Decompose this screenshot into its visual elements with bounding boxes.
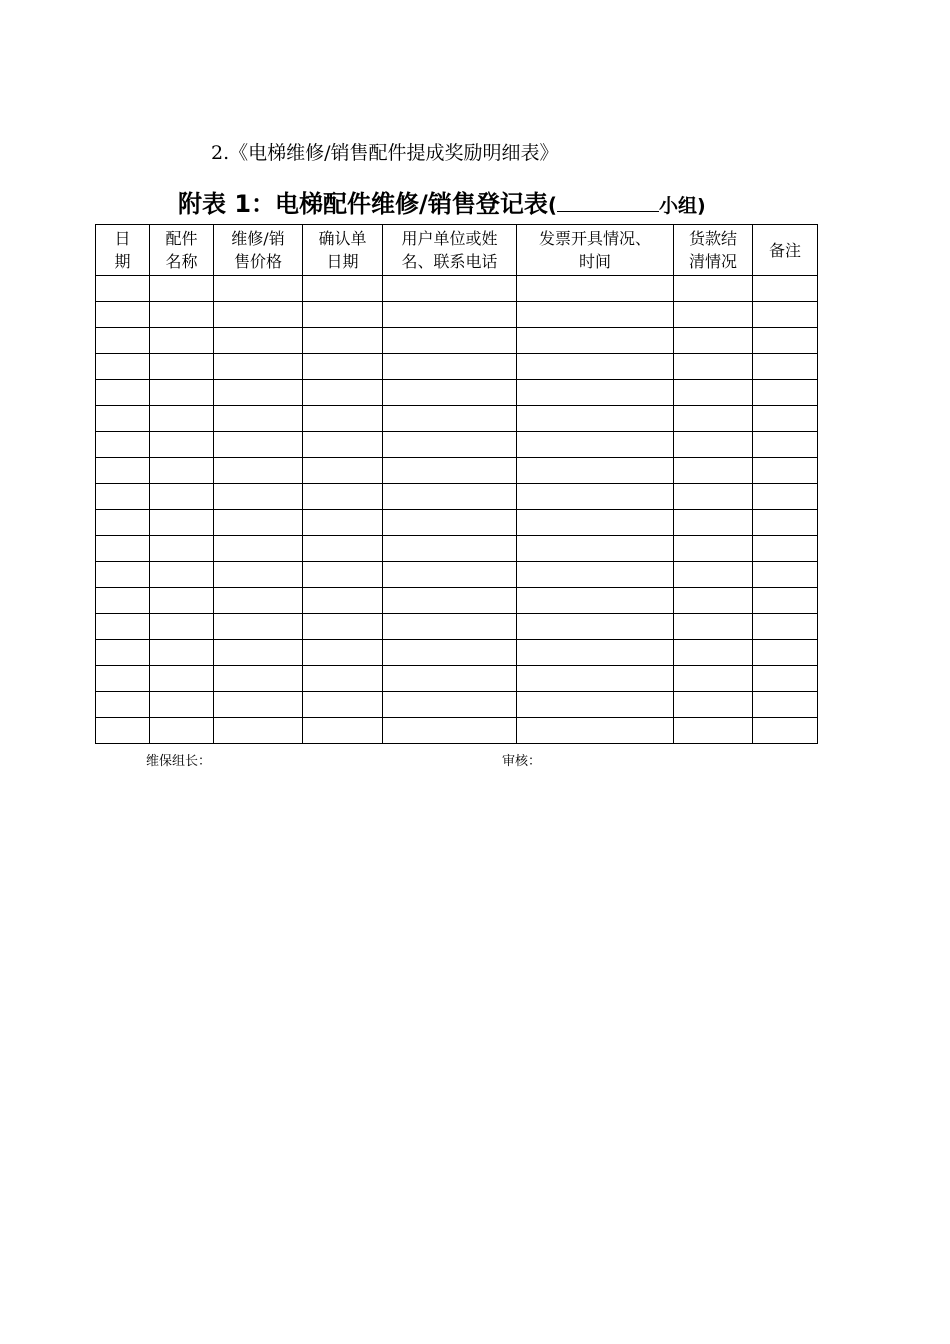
table-cell[interactable] — [96, 458, 150, 484]
table-cell[interactable] — [150, 718, 214, 744]
table-cell[interactable] — [674, 614, 753, 640]
table-cell[interactable] — [674, 588, 753, 614]
table-cell[interactable] — [96, 302, 150, 328]
table-cell[interactable] — [674, 692, 753, 718]
table-cell[interactable] — [753, 406, 818, 432]
table-cell[interactable] — [303, 354, 383, 380]
table-cell[interactable] — [674, 354, 753, 380]
table-cell[interactable] — [96, 380, 150, 406]
table-row — [96, 510, 818, 536]
table-cell[interactable] — [150, 510, 214, 536]
table-cell[interactable] — [383, 354, 517, 380]
table-cell[interactable] — [517, 302, 674, 328]
table-row — [96, 484, 818, 510]
table-cell[interactable] — [674, 510, 753, 536]
table-cell[interactable] — [303, 666, 383, 692]
table-cell[interactable] — [383, 432, 517, 458]
table-row — [96, 432, 818, 458]
table-cell[interactable] — [303, 692, 383, 718]
table-cell[interactable] — [383, 692, 517, 718]
reviewer-signature-label: 审核： — [502, 754, 542, 769]
table-header-row — [96, 225, 818, 276]
table-cell[interactable] — [383, 640, 517, 666]
table-cell[interactable] — [214, 354, 303, 380]
table-cell[interactable] — [303, 536, 383, 562]
table-cell[interactable] — [303, 510, 383, 536]
table-cell[interactable] — [214, 510, 303, 536]
table-cell[interactable] — [674, 380, 753, 406]
table-cell[interactable] — [383, 666, 517, 692]
header-payment-status: 货款结 清情况 — [674, 225, 753, 276]
table-cell[interactable] — [96, 666, 150, 692]
table-cell[interactable] — [753, 302, 818, 328]
table-row — [96, 562, 818, 588]
table-cell[interactable] — [303, 614, 383, 640]
table-cell[interactable] — [753, 484, 818, 510]
table-cell[interactable] — [150, 614, 214, 640]
table-cell[interactable] — [303, 406, 383, 432]
table-cell[interactable] — [383, 302, 517, 328]
table-cell[interactable] — [96, 406, 150, 432]
table-cell[interactable] — [517, 276, 674, 302]
table-cell[interactable] — [303, 328, 383, 354]
table-cell[interactable] — [214, 692, 303, 718]
table-cell[interactable] — [150, 640, 214, 666]
table-cell[interactable] — [383, 458, 517, 484]
table-cell[interactable] — [303, 302, 383, 328]
table-cell[interactable] — [214, 718, 303, 744]
table-cell[interactable] — [96, 614, 150, 640]
table-cell[interactable] — [517, 510, 674, 536]
table-cell[interactable] — [753, 432, 818, 458]
table-cell[interactable] — [150, 380, 214, 406]
table-cell[interactable] — [214, 562, 303, 588]
table-row — [96, 640, 818, 666]
table-cell[interactable] — [214, 614, 303, 640]
table-cell[interactable] — [303, 718, 383, 744]
table-cell[interactable] — [214, 302, 303, 328]
section-heading: 2.《电梯维修/销售配件提成奖励明细表》 — [211, 142, 559, 164]
table-cell[interactable] — [517, 458, 674, 484]
table-cell[interactable] — [214, 458, 303, 484]
table-cell[interactable] — [517, 406, 674, 432]
table-cell[interactable] — [753, 562, 818, 588]
table-cell[interactable] — [96, 432, 150, 458]
table-body — [96, 276, 818, 744]
table-cell[interactable] — [753, 458, 818, 484]
table-row — [96, 380, 818, 406]
table-cell[interactable] — [383, 406, 517, 432]
table-cell[interactable] — [150, 562, 214, 588]
table-row — [96, 354, 818, 380]
table-cell[interactable] — [150, 432, 214, 458]
table-cell[interactable] — [214, 276, 303, 302]
table-cell[interactable] — [214, 484, 303, 510]
registration-table — [95, 224, 818, 744]
table-cell[interactable] — [383, 484, 517, 510]
form-title-group-suffix: 小组) — [658, 195, 706, 217]
form-title-text: 附表 1：电梯配件维修/销售登记表 — [178, 190, 548, 218]
header-customer-contact: 用户单位或姓 名、联系电话 — [383, 225, 517, 276]
table-cell[interactable] — [753, 614, 818, 640]
table-row — [96, 536, 818, 562]
table-cell[interactable] — [96, 562, 150, 588]
table-cell[interactable] — [214, 380, 303, 406]
table-cell[interactable] — [96, 640, 150, 666]
table-cell[interactable] — [753, 692, 818, 718]
header-part-name: 配件 名称 — [150, 225, 214, 276]
table-cell[interactable] — [303, 432, 383, 458]
table-row — [96, 276, 818, 302]
table-cell[interactable] — [383, 562, 517, 588]
table-cell[interactable] — [517, 354, 674, 380]
form-title — [178, 184, 706, 219]
table-cell[interactable] — [753, 536, 818, 562]
table-cell[interactable] — [150, 666, 214, 692]
table-cell[interactable] — [753, 588, 818, 614]
table-cell[interactable] — [96, 484, 150, 510]
table-row — [96, 458, 818, 484]
table-cell[interactable] — [214, 588, 303, 614]
table-cell[interactable] — [674, 432, 753, 458]
table-cell[interactable] — [383, 536, 517, 562]
table-cell[interactable] — [674, 640, 753, 666]
table-row — [96, 718, 818, 744]
table-cell[interactable] — [517, 692, 674, 718]
table-cell[interactable] — [150, 354, 214, 380]
table-cell[interactable] — [674, 484, 753, 510]
table-cell[interactable] — [383, 614, 517, 640]
table-cell[interactable] — [753, 666, 818, 692]
table-cell[interactable] — [214, 536, 303, 562]
table-row — [96, 692, 818, 718]
table-cell[interactable] — [517, 562, 674, 588]
table-cell[interactable] — [150, 484, 214, 510]
table-cell[interactable] — [674, 328, 753, 354]
table-cell[interactable] — [753, 640, 818, 666]
table-cell[interactable] — [214, 406, 303, 432]
table-cell[interactable] — [517, 328, 674, 354]
table-row — [96, 406, 818, 432]
table-cell[interactable] — [674, 458, 753, 484]
table-cell[interactable] — [517, 380, 674, 406]
table-cell[interactable] — [674, 536, 753, 562]
table-cell[interactable] — [96, 276, 150, 302]
table-cell[interactable] — [150, 692, 214, 718]
table-row — [96, 614, 818, 640]
table-cell[interactable] — [96, 588, 150, 614]
table-cell[interactable] — [674, 406, 753, 432]
table-cell[interactable] — [150, 406, 214, 432]
table-cell[interactable] — [753, 380, 818, 406]
table-cell[interactable] — [517, 614, 674, 640]
table-cell[interactable] — [753, 276, 818, 302]
table-cell[interactable] — [303, 484, 383, 510]
header-confirmation-date: 确认单 日期 — [303, 225, 383, 276]
table-cell[interactable] — [753, 510, 818, 536]
table-cell[interactable] — [383, 380, 517, 406]
table-cell[interactable] — [674, 276, 753, 302]
table-cell[interactable] — [674, 302, 753, 328]
header-repair-sale-price: 维修/销 售价格 — [214, 225, 303, 276]
table-cell[interactable] — [383, 588, 517, 614]
table-cell[interactable] — [150, 536, 214, 562]
table-row — [96, 328, 818, 354]
table-row — [96, 302, 818, 328]
table-cell[interactable] — [96, 536, 150, 562]
table-cell[interactable] — [303, 640, 383, 666]
table-cell[interactable] — [517, 640, 674, 666]
table-cell[interactable] — [383, 276, 517, 302]
table-cell[interactable] — [383, 718, 517, 744]
table-cell[interactable] — [96, 354, 150, 380]
form-title-open-paren: ( — [547, 193, 557, 217]
table-cell[interactable] — [517, 718, 674, 744]
team-leader-signature-label: 维保组长： — [146, 754, 212, 769]
table-cell[interactable] — [303, 458, 383, 484]
header-invoice-status: 发票开具情况、 时间 — [517, 225, 674, 276]
table-cell[interactable] — [150, 276, 214, 302]
table-cell[interactable] — [517, 484, 674, 510]
table-cell[interactable] — [303, 588, 383, 614]
table-cell[interactable] — [214, 432, 303, 458]
table-cell[interactable] — [96, 510, 150, 536]
table-cell[interactable] — [753, 328, 818, 354]
table-cell[interactable] — [753, 718, 818, 744]
table-cell[interactable] — [383, 510, 517, 536]
table-cell[interactable] — [517, 536, 674, 562]
table-cell[interactable] — [150, 328, 214, 354]
table-cell[interactable] — [674, 718, 753, 744]
table-cell[interactable] — [753, 354, 818, 380]
table-cell[interactable] — [96, 692, 150, 718]
table-cell[interactable] — [517, 432, 674, 458]
table-row — [96, 666, 818, 692]
table-cell[interactable] — [303, 562, 383, 588]
table-cell[interactable] — [214, 640, 303, 666]
header-remarks: 备注 — [753, 225, 818, 276]
table-row — [96, 588, 818, 614]
table-cell[interactable] — [383, 328, 517, 354]
table-cell[interactable] — [674, 666, 753, 692]
group-name-blank — [557, 191, 659, 212]
table-cell[interactable] — [517, 588, 674, 614]
table-cell[interactable] — [674, 562, 753, 588]
table-cell[interactable] — [150, 458, 214, 484]
table-cell[interactable] — [303, 276, 383, 302]
table-cell[interactable] — [150, 302, 214, 328]
table-cell[interactable] — [517, 666, 674, 692]
table-cell[interactable] — [96, 718, 150, 744]
table-cell[interactable] — [214, 666, 303, 692]
header-date: 日 期 — [96, 225, 150, 276]
table-cell[interactable] — [303, 380, 383, 406]
table-cell[interactable] — [150, 588, 214, 614]
table-cell[interactable] — [96, 328, 150, 354]
table-cell[interactable] — [214, 328, 303, 354]
